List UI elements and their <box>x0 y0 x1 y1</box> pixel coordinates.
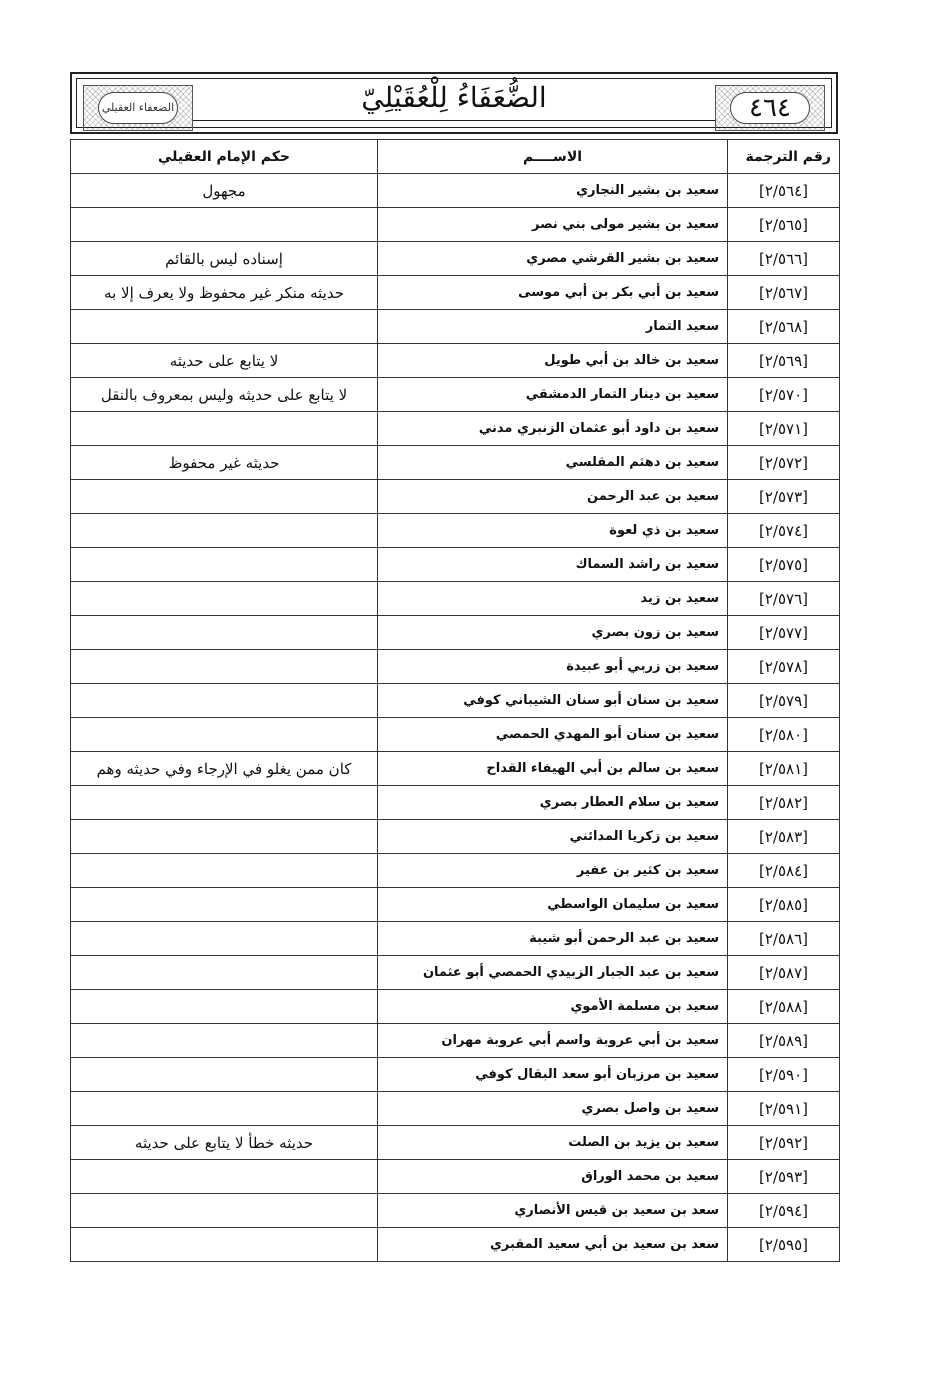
entry-number: [٢/٥٧٤] <box>728 514 840 548</box>
table-row <box>71 684 840 718</box>
narrator-name: سعيد التمار <box>378 310 728 344</box>
table-row <box>71 956 840 990</box>
ruling-text <box>71 582 378 616</box>
header-frame <box>76 78 832 128</box>
ruling-text <box>71 1194 378 1228</box>
table-row <box>71 412 840 446</box>
page-number-ornament <box>715 85 825 131</box>
table-row <box>71 718 840 752</box>
column-header-name: الاســــم <box>378 140 728 174</box>
table-row <box>71 1058 840 1092</box>
table-row <box>71 378 840 412</box>
narrator-name: سعيد بن عبد الجبار الزبيدي الحمصي أبو عثمان <box>378 956 728 990</box>
entry-number: [٢/٥٧٧] <box>728 616 840 650</box>
entry-number: [٢/٥٧٣] <box>728 480 840 514</box>
entry-number: [٢/٥٧٥] <box>728 548 840 582</box>
entry-number: [٢/٥٨٩] <box>728 1024 840 1058</box>
ruling-text <box>71 718 378 752</box>
entry-number: [٢/٥٦٦] <box>728 242 840 276</box>
table-row <box>71 1160 840 1194</box>
ruling-text <box>71 820 378 854</box>
table-row <box>71 344 840 378</box>
narrator-name: سعيد بن يزيد بن الصلت <box>378 1126 728 1160</box>
ruling-text <box>71 650 378 684</box>
narrator-name: سعيد بن عبد الرحمن أبو شيبة <box>378 922 728 956</box>
entry-number: [٢/٥٩٣] <box>728 1160 840 1194</box>
entry-number: [٢/٥٧٨] <box>728 650 840 684</box>
entry-number: [٢/٥٨٣] <box>728 820 840 854</box>
entry-number: [٢/٥٦٥] <box>728 208 840 242</box>
entry-number: [٢/٥٨٤] <box>728 854 840 888</box>
title-underline <box>193 120 715 121</box>
ruling-text <box>71 684 378 718</box>
narrator-name: سعيد بن زون بصري <box>378 616 728 650</box>
entry-number: [٢/٥٩١] <box>728 1092 840 1126</box>
narrator-name: سعيد بن أبي عروبة واسم أبي عروبة مهران <box>378 1024 728 1058</box>
ruling-text: حديثه منكر غير محفوظ ولا يعرف إلا به <box>71 276 378 310</box>
narrator-name: سعيد بن زيد <box>378 582 728 616</box>
ruling-text <box>71 412 378 446</box>
narrator-name: سعيد بن راشد السماك <box>378 548 728 582</box>
book-logo: الضعفاء العقيلي <box>101 100 175 114</box>
table-row <box>71 174 840 208</box>
narrator-name: سعيد بن أبي بكر بن أبي موسى <box>378 276 728 310</box>
column-header-number: رقم الترجمة <box>728 140 840 174</box>
entry-number: [٢/٥٩٤] <box>728 1194 840 1228</box>
table-row <box>71 514 840 548</box>
entry-number: [٢/٥٦٩] <box>728 344 840 378</box>
ruling-text <box>71 310 378 344</box>
ruling-text <box>71 990 378 1024</box>
ruling-text: لا يتابع على حديثه <box>71 344 378 378</box>
entry-number: [٢/٥٦٨] <box>728 310 840 344</box>
entry-number: [٢/٥٨١] <box>728 752 840 786</box>
table-row <box>71 990 840 1024</box>
narrators-table <box>70 139 840 1262</box>
table-row <box>71 480 840 514</box>
table-row <box>71 582 840 616</box>
entry-number: [٢/٥٧١] <box>728 412 840 446</box>
ruling-text <box>71 786 378 820</box>
entry-number: [٢/٥٨٢] <box>728 786 840 820</box>
entry-number: [٢/٥٩٢] <box>728 1126 840 1160</box>
table-row <box>71 310 840 344</box>
ruling-text: حديثه خطأ لا يتابع على حديثه <box>71 1126 378 1160</box>
entry-number: [٢/٥٨٨] <box>728 990 840 1024</box>
entry-number: [٢/٥٨٥] <box>728 888 840 922</box>
narrator-name: سعيد بن محمد الوراق <box>378 1160 728 1194</box>
table-row <box>71 650 840 684</box>
table-row <box>71 786 840 820</box>
table-row <box>71 208 840 242</box>
page-number: ٤٦٤ <box>749 93 791 123</box>
entry-number: [٢/٥٧٩] <box>728 684 840 718</box>
entry-number: [٢/٥٦٧] <box>728 276 840 310</box>
table-row <box>71 276 840 310</box>
entry-number: [٢/٥٧٢] <box>728 446 840 480</box>
narrator-name: سعيد بن دينار التمار الدمشقي <box>378 378 728 412</box>
ruling-text <box>71 1092 378 1126</box>
table-row <box>71 242 840 276</box>
narrator-name: سعيد بن بشير مولى بني نصر <box>378 208 728 242</box>
narrator-name: سعيد بن واصل بصري <box>378 1092 728 1126</box>
narrator-name: سعيد بن سلام العطار بصري <box>378 786 728 820</box>
ruling-text <box>71 1228 378 1262</box>
page-header <box>70 72 838 134</box>
narrator-name: سعيد بن خالد بن أبي طويل <box>378 344 728 378</box>
ruling-text <box>71 854 378 888</box>
narrator-name: سعيد بن سليمان الواسطي <box>378 888 728 922</box>
narrator-name: سعيد بن مرزبان أبو سعد البقال كوفي <box>378 1058 728 1092</box>
table-row <box>71 1092 840 1126</box>
entry-number: [٢/٥٧٠] <box>728 378 840 412</box>
ruling-text: إسناده ليس بالقائم <box>71 242 378 276</box>
narrator-name: سعيد بن ذي لعوة <box>378 514 728 548</box>
page-number-cartouche <box>730 92 810 124</box>
logo-ornament <box>83 85 193 131</box>
entry-number: [٢/٥٧٦] <box>728 582 840 616</box>
narrator-name: سعيد بن سنان أبو سنان الشيباني كوفي <box>378 684 728 718</box>
table-row <box>71 1126 840 1160</box>
narrator-name: سعيد بن كثير بن عفير <box>378 854 728 888</box>
entry-number: [٢/٥٩٥] <box>728 1228 840 1262</box>
entry-number: [٢/٥٨٠] <box>728 718 840 752</box>
narrator-name: سعيد بن بشير القرشي مصري <box>378 242 728 276</box>
narrator-name: سعيد بن عبد الرحمن <box>378 480 728 514</box>
ruling-text: حديثه غير محفوظ <box>71 446 378 480</box>
table-row <box>71 616 840 650</box>
ruling-text <box>71 616 378 650</box>
table-header-row <box>71 140 840 174</box>
book-title: الضُّعَفَاءُ لِلْعُقَيْلِيّ <box>361 81 547 114</box>
narrator-name: سعيد بن سنان أبو المهدي الحمصي <box>378 718 728 752</box>
ruling-text <box>71 888 378 922</box>
table-row <box>71 548 840 582</box>
ruling-text <box>71 1024 378 1058</box>
narrator-name: سعيد بن مسلمة الأموي <box>378 990 728 1024</box>
table-row <box>71 752 840 786</box>
column-header-ruling: حكم الإمام العقيلي <box>71 140 378 174</box>
logo-cartouche <box>98 92 178 124</box>
narrator-name: سعيد بن زكريا المدائني <box>378 820 728 854</box>
table-row <box>71 820 840 854</box>
ruling-text <box>71 548 378 582</box>
table-row <box>71 888 840 922</box>
ruling-text <box>71 1160 378 1194</box>
ruling-text: كان ممن يغلو في الإرجاء وفي حديثه وهم <box>71 752 378 786</box>
entry-number: [٢/٥٩٠] <box>728 1058 840 1092</box>
entry-number: [٢/٥٨٦] <box>728 922 840 956</box>
table-row <box>71 1024 840 1058</box>
ruling-text <box>71 956 378 990</box>
ruling-text: لا يتابع على حديثه وليس بمعروف بالنقل <box>71 378 378 412</box>
narrator-name: سعيد بن بشير النجاري <box>378 174 728 208</box>
entry-number: [٢/٥٨٧] <box>728 956 840 990</box>
narrator-name: سعيد بن داود أبو عثمان الزنبري مدني <box>378 412 728 446</box>
narrator-name: سعد بن سعيد بن أبي سعيد المقبري <box>378 1228 728 1262</box>
ruling-text <box>71 922 378 956</box>
table-row <box>71 854 840 888</box>
entry-number: [٢/٥٦٤] <box>728 174 840 208</box>
narrator-name: سعيد بن زربي أبو عبيدة <box>378 650 728 684</box>
narrator-name: سعيد بن سالم بن أبي الهيفاء القداح <box>378 752 728 786</box>
narrator-name: سعد بن سعيد بن قيس الأنصاري <box>378 1194 728 1228</box>
table-row <box>71 1228 840 1262</box>
ruling-text <box>71 514 378 548</box>
ruling-text <box>71 1058 378 1092</box>
ruling-text: مجهول <box>71 174 378 208</box>
ruling-text <box>71 480 378 514</box>
table-row <box>71 1194 840 1228</box>
table-row <box>71 922 840 956</box>
ruling-text <box>71 208 378 242</box>
narrator-name: سعيد بن دهثم المقلسي <box>378 446 728 480</box>
table-row <box>71 446 840 480</box>
